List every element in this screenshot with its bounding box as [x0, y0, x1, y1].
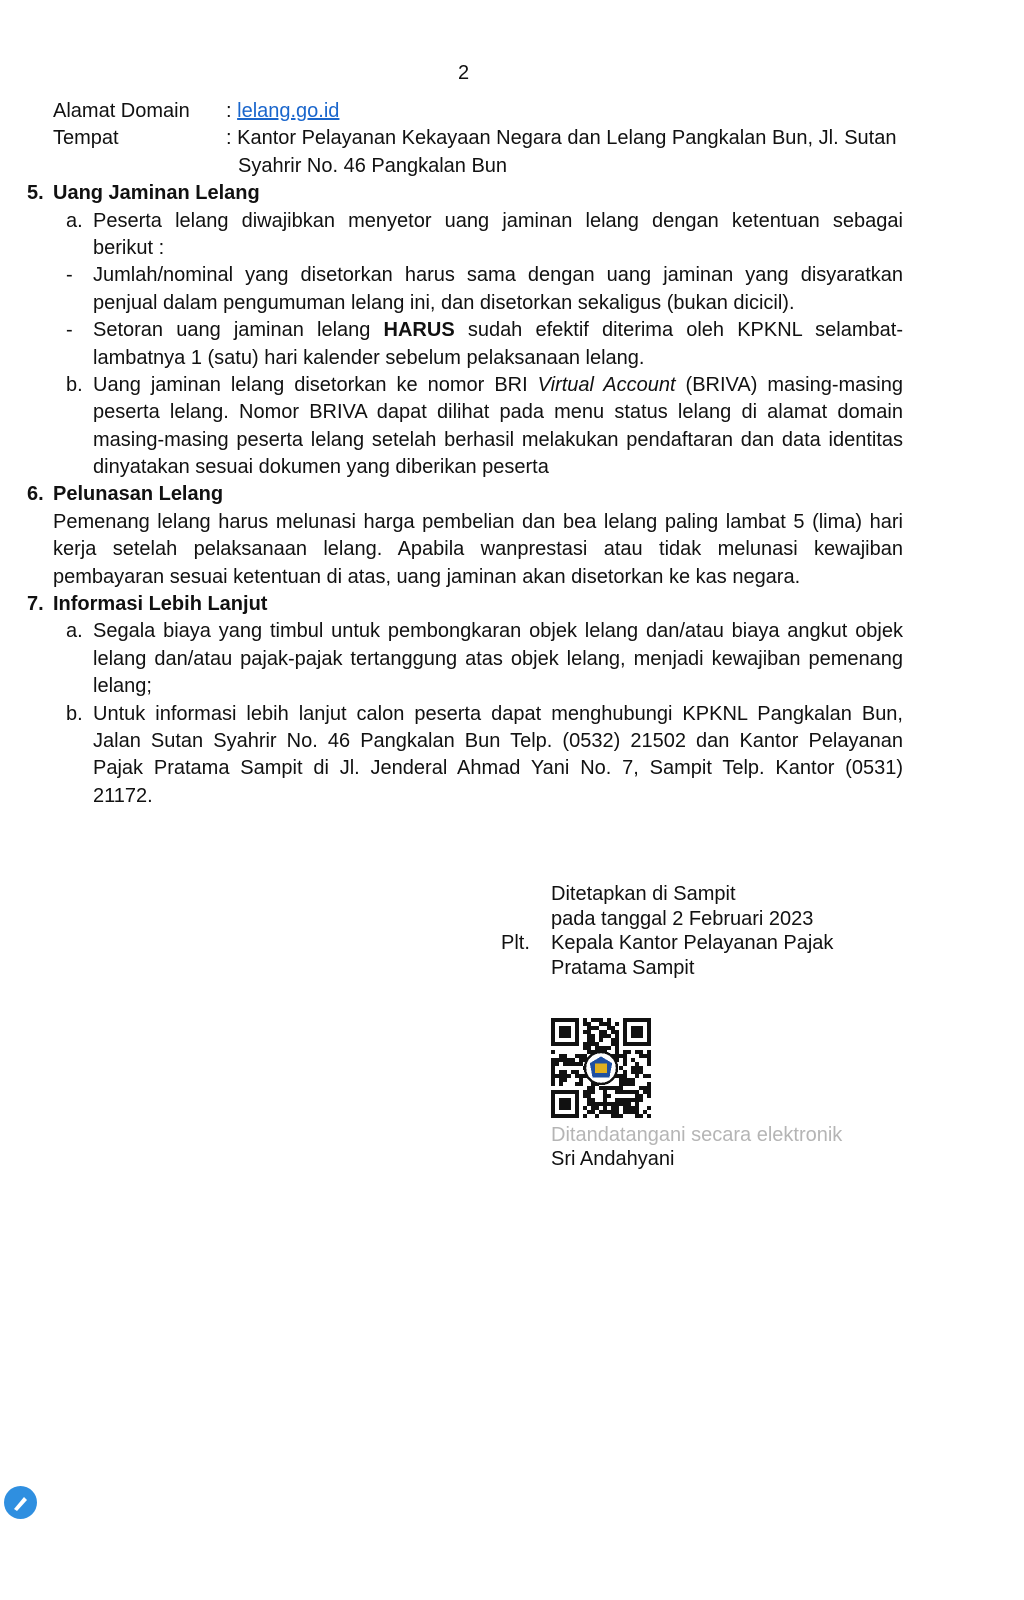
qr-module — [611, 1026, 615, 1030]
emphasis-text: HARUS — [383, 319, 455, 342]
item-text: Jumlah/nominal yang disetorkan harus sama dengan uang jaminan yang disyaratkan — [93, 264, 903, 287]
qr-module — [563, 1062, 567, 1066]
qr-module — [611, 1086, 615, 1090]
qr-module — [563, 1078, 567, 1082]
qr-module — [619, 1098, 623, 1102]
item-marker: a. — [66, 209, 83, 232]
qr-module — [603, 1098, 607, 1102]
item-text: Peserta lelang diwajibkan menyetor uang jaminan lelang dengan ketentuan sebagai — [93, 209, 903, 232]
qr-module — [647, 1090, 651, 1094]
qr-module — [587, 1022, 591, 1026]
section-number: 6. — [27, 483, 44, 506]
item-text: Setoran uang jaminan lelang — [93, 319, 384, 342]
item-line: lelang; — [93, 675, 152, 698]
qr-module — [635, 1070, 639, 1074]
qr-module — [583, 1094, 587, 1098]
section-6-heading — [27, 481, 903, 508]
qr-module — [583, 1030, 587, 1034]
qr-module — [559, 1078, 563, 1082]
qr-module — [555, 1062, 559, 1066]
qr-module — [591, 1086, 595, 1090]
signature-block — [501, 882, 834, 980]
qr-module — [591, 1018, 595, 1022]
qr-module — [591, 1102, 595, 1106]
qr-module — [611, 1114, 615, 1118]
signatory-position: Kepala Kantor Pelayanan Pajak — [551, 932, 834, 955]
item-marker: a. — [66, 620, 83, 643]
qr-module — [603, 1106, 607, 1110]
qr-module — [643, 1110, 647, 1114]
qr-module — [623, 1070, 627, 1074]
colon: : — [226, 100, 238, 122]
qr-module — [647, 1106, 651, 1110]
paragraph-line: pembayaran sesuai ketentuan di atas, uang jaminan akan disetorkan ke kas negara. — [53, 565, 801, 588]
qr-module — [639, 1086, 643, 1090]
qr-module — [639, 1070, 643, 1074]
qr-module — [647, 1050, 651, 1054]
qr-module — [615, 1038, 619, 1042]
qr-module — [615, 1114, 619, 1118]
qr-module — [603, 1030, 607, 1034]
qr-module — [623, 1074, 627, 1078]
qr-module — [611, 1042, 615, 1046]
qr-module — [627, 1106, 631, 1110]
qr-module — [575, 1062, 579, 1066]
qr-module — [611, 1106, 615, 1110]
qr-module — [587, 1110, 591, 1114]
qr-module — [599, 1018, 603, 1022]
qr-module — [627, 1098, 631, 1102]
qr-module — [635, 1066, 639, 1070]
qr-module — [607, 1034, 611, 1038]
qr-module — [627, 1102, 631, 1106]
qr-module — [551, 1078, 555, 1082]
qr-module — [591, 1026, 595, 1030]
qr-module — [599, 1110, 603, 1114]
item-line — [66, 262, 903, 289]
item-text: Segala biaya yang timbul untuk pembongkaran objek lelang dan/atau biaya angkut objek — [93, 620, 903, 643]
qr-module — [579, 1078, 583, 1082]
qr-module — [619, 1114, 623, 1118]
qr-module — [583, 1090, 587, 1094]
qr-module — [635, 1114, 639, 1118]
qr-module — [587, 1086, 591, 1090]
qr-module — [591, 1098, 595, 1102]
qr-module — [579, 1058, 583, 1062]
document-body — [0, 98, 1024, 810]
qr-module — [639, 1114, 643, 1118]
item-text: (BRIVA) masing-masing — [675, 373, 903, 396]
qr-module — [587, 1030, 591, 1034]
qr-module — [599, 1022, 603, 1026]
qr-module — [591, 1110, 595, 1114]
page-number: 2 — [458, 62, 470, 84]
qr-module — [551, 1050, 555, 1054]
qr-module — [579, 1054, 583, 1058]
place-label: Tempat — [53, 127, 119, 150]
qr-module — [567, 1058, 571, 1062]
qr-module — [635, 1094, 639, 1098]
signature-place: Ditetapkan di Sampit — [551, 883, 736, 905]
item-line — [66, 208, 903, 235]
qr-module — [647, 1086, 651, 1090]
qr-module — [635, 1090, 639, 1094]
qr-module — [587, 1034, 591, 1038]
signatory-position-cont: Pratama Sampit — [551, 956, 695, 979]
qr-module — [551, 1058, 555, 1062]
qr-module — [639, 1066, 643, 1070]
qr-module — [567, 1062, 571, 1066]
item-line — [66, 372, 903, 399]
qr-module — [611, 1110, 615, 1114]
qr-center-logo-icon — [585, 1052, 617, 1084]
domain-row — [0, 98, 1024, 125]
qr-module — [559, 1054, 563, 1058]
qr-module — [615, 1046, 619, 1050]
qr-module — [587, 1102, 591, 1106]
qr-module — [603, 1102, 607, 1106]
qr-module — [631, 1082, 635, 1086]
qr-module — [615, 1090, 619, 1094]
item-line: dinyatakan sesuai dokumen yang diberikan peserta — [93, 456, 549, 479]
qr-module — [551, 1062, 555, 1066]
place-value-cont: Syahrir No. 46 Pangkalan Bun — [238, 154, 508, 177]
signature-date: pada tanggal 2 Februari 2023 — [551, 907, 814, 930]
qr-module — [615, 1042, 619, 1046]
section-7-heading — [27, 591, 903, 618]
qr-module — [583, 1106, 587, 1110]
qr-module — [607, 1022, 611, 1026]
qr-module — [607, 1046, 611, 1050]
item-line: masing-masing peserta lelang setelah berhasil melakukan pendaftaran dan data identitas — [93, 428, 903, 451]
qr-module — [631, 1070, 635, 1074]
qr-module — [635, 1074, 639, 1078]
item-line: Pajak Pratama Sampit di Jl. Jenderal Ahmad Yani No. 7, Sampit Telp. Kantor (0531) — [93, 757, 903, 780]
qr-module — [571, 1062, 575, 1066]
item-text: Untuk informasi lebih lanjut calon peserta dapat menghubungi KPKNL Pangkalan Bun, — [93, 702, 903, 725]
qr-module — [631, 1098, 635, 1102]
qr-module — [635, 1098, 639, 1102]
qr-module — [559, 1058, 563, 1062]
qr-module — [595, 1106, 599, 1110]
qr-module — [571, 1070, 575, 1074]
qr-module — [559, 1074, 563, 1078]
section-title: Informasi Lebih Lanjut — [53, 593, 268, 616]
qr-module — [615, 1054, 619, 1058]
qr-module — [575, 1054, 579, 1058]
qr-module — [627, 1050, 631, 1054]
qr-module — [559, 1082, 563, 1086]
item-line: peserta lelang. Nomor BRIVA dapat dilihat pada menu status lelang di alamat domain — [93, 401, 903, 424]
qr-module — [559, 1070, 563, 1074]
qr-module — [627, 1082, 631, 1086]
qr-module — [563, 1074, 567, 1078]
qr-module — [623, 1110, 627, 1114]
qr-module — [571, 1058, 575, 1062]
qr-module — [643, 1090, 647, 1094]
qr-module — [603, 1110, 607, 1114]
qr-module — [607, 1102, 611, 1106]
qr-module — [599, 1102, 603, 1106]
qr-module — [583, 1042, 587, 1046]
item-line: lambatnya 1 (satu) hari kalender sebelum pelaksanaan lelang. — [93, 346, 645, 369]
qr-module — [591, 1106, 595, 1110]
qr-module — [647, 1058, 651, 1062]
qr-module — [595, 1102, 599, 1106]
item-line — [66, 317, 903, 344]
qr-module — [607, 1086, 611, 1090]
qr-module — [603, 1022, 607, 1026]
qr-module — [623, 1058, 627, 1062]
qr-module — [551, 1074, 555, 1078]
qr-module — [579, 1062, 583, 1066]
item-line — [66, 618, 903, 645]
qr-module — [623, 1106, 627, 1110]
qr-module — [603, 1094, 607, 1098]
qr-module — [619, 1066, 623, 1070]
qr-module — [619, 1082, 623, 1086]
qr-module — [627, 1078, 631, 1082]
domain-link[interactable]: lelang.go.id — [237, 100, 340, 122]
qr-module — [615, 1022, 619, 1026]
qr-module — [615, 1102, 619, 1106]
qr-module — [623, 1082, 627, 1086]
qr-module — [647, 1094, 651, 1098]
qr-module — [623, 1098, 627, 1102]
qr-module — [615, 1050, 619, 1054]
domain-label: Alamat Domain — [53, 100, 190, 122]
qr-module — [587, 1046, 591, 1050]
qr-module — [627, 1090, 631, 1094]
qr-module — [579, 1082, 583, 1086]
qr-module — [635, 1110, 639, 1114]
qr-module — [611, 1038, 615, 1042]
qr-module — [607, 1026, 611, 1030]
qr-module — [587, 1090, 591, 1094]
place-value: : Kantor Pelayanan Kekayaan Negara dan Lelang Pangkalan Bun, Jl. Sutan — [226, 127, 897, 150]
signatory-name: Sri Andahyani — [551, 1148, 675, 1170]
qr-module — [619, 1102, 623, 1106]
qr-module — [635, 1050, 639, 1054]
qr-module — [615, 1086, 619, 1090]
qr-code — [551, 1018, 651, 1118]
section-number: 5. — [27, 182, 44, 205]
qr-module — [595, 1114, 599, 1118]
dash-marker: - — [66, 264, 73, 287]
qr-module — [611, 1030, 615, 1034]
qr-module — [595, 1042, 599, 1046]
qr-module — [595, 1026, 599, 1030]
qr-module — [639, 1094, 643, 1098]
qr-module — [587, 1026, 591, 1030]
qr-module — [583, 1018, 587, 1022]
qr-module — [603, 1034, 607, 1038]
qr-module — [643, 1054, 647, 1058]
qr-module — [579, 1074, 583, 1078]
qr-module — [599, 1030, 603, 1034]
qr-module — [603, 1046, 607, 1050]
qr-module — [635, 1062, 639, 1066]
qr-module — [623, 1050, 627, 1054]
qr-module — [647, 1062, 651, 1066]
item-marker: b. — [66, 702, 83, 725]
qr-module — [647, 1114, 651, 1118]
place-row — [0, 125, 1024, 152]
qr-module — [627, 1110, 631, 1114]
section-number: 7. — [27, 593, 44, 616]
qr-module — [615, 1030, 619, 1034]
qr-module — [623, 1090, 627, 1094]
italic-text: Virtual Account — [537, 373, 676, 396]
paragraph-line: kerja setelah pelaksanaan lelang. Apabila wanprestasi atau tidak melunasi kewajiban — [53, 538, 903, 561]
qr-module — [595, 1018, 599, 1022]
section-title: Uang Jaminan Lelang — [53, 182, 260, 205]
qr-module — [591, 1038, 595, 1042]
qr-module — [591, 1034, 595, 1038]
item-line: berikut : — [93, 236, 165, 259]
qr-module — [615, 1110, 619, 1114]
qr-module — [623, 1054, 627, 1058]
qr-module — [563, 1070, 567, 1074]
qr-module — [615, 1106, 619, 1110]
qr-module — [647, 1054, 651, 1058]
plt-label: Plt. — [501, 932, 530, 955]
section-5-heading — [27, 180, 903, 207]
qr-module — [631, 1106, 635, 1110]
qr-module — [619, 1078, 623, 1082]
qr-module — [607, 1110, 611, 1114]
item-line: penjual dalam pengumuman lelang ini, dan disetorkan sekaligus (bukan dicicil). — [93, 291, 795, 314]
qr-module — [619, 1086, 623, 1090]
qr-module — [583, 1046, 587, 1050]
qr-module — [563, 1058, 567, 1062]
qr-module — [603, 1090, 607, 1094]
qr-module — [587, 1098, 591, 1102]
qr-module — [639, 1098, 643, 1102]
qr-module — [635, 1106, 639, 1110]
qr-module — [643, 1086, 647, 1090]
qr-module — [631, 1078, 635, 1082]
qr-module — [599, 1046, 603, 1050]
qr-module — [595, 1046, 599, 1050]
qr-module — [647, 1082, 651, 1086]
item-line: lelang dan/atau pajak-pajak tertanggung atas objek lelang, menjadi kewajiban pemenang — [93, 647, 903, 670]
qr-module — [599, 1038, 603, 1042]
electronic-signature-note: Ditandatangani secara elektronik — [551, 1124, 843, 1146]
qr-module — [615, 1098, 619, 1102]
item-text: Uang jaminan lelang disetorkan ke nomor BRI — [93, 373, 538, 396]
qr-module — [631, 1058, 635, 1062]
qr-module — [591, 1090, 595, 1094]
qr-module — [647, 1074, 651, 1078]
paragraph-line: Pemenang lelang harus melunasi harga pembelian dan bea lelang paling lambat 5 (lima) hari — [53, 510, 903, 533]
item-text: sudah efektif diterima oleh KPKNL selambat- — [454, 319, 903, 342]
qr-module — [575, 1074, 579, 1078]
dash-marker: - — [66, 319, 73, 342]
qr-module — [551, 1070, 555, 1074]
qr-module — [639, 1054, 643, 1058]
qr-module — [607, 1094, 611, 1098]
qr-module — [587, 1042, 591, 1046]
qr-module — [619, 1074, 623, 1078]
qr-module — [623, 1102, 627, 1106]
qr-module — [631, 1110, 635, 1114]
edit-badge-icon[interactable] — [4, 1486, 37, 1519]
item-line: Jalan Sutan Syahrir No. 46 Pangkalan Bun Telp. (0532) 21502 dan Kantor Pelayanan — [93, 729, 903, 752]
qr-module — [583, 1054, 587, 1058]
qr-module — [587, 1050, 591, 1054]
qr-module — [639, 1050, 643, 1054]
qr-module — [575, 1082, 579, 1086]
qr-module — [575, 1070, 579, 1074]
qr-module — [583, 1022, 587, 1026]
item-marker: b. — [66, 373, 83, 396]
qr-module — [623, 1078, 627, 1082]
item-line: 21172. — [93, 784, 153, 807]
qr-module — [619, 1090, 623, 1094]
qr-module — [563, 1054, 567, 1058]
qr-module — [599, 1034, 603, 1038]
item-line — [66, 701, 903, 728]
qr-module — [631, 1066, 635, 1070]
qr-module — [615, 1034, 619, 1038]
qr-module — [555, 1074, 559, 1078]
qr-module — [603, 1086, 607, 1090]
qr-module — [551, 1066, 555, 1070]
qr-module — [591, 1042, 595, 1046]
qr-module — [619, 1054, 623, 1058]
qr-module — [599, 1086, 603, 1090]
qr-module — [611, 1102, 615, 1106]
qr-module — [555, 1058, 559, 1062]
qr-module — [567, 1074, 571, 1078]
qr-module — [587, 1094, 591, 1098]
qr-module — [643, 1074, 647, 1078]
qr-module — [583, 1114, 587, 1118]
section-title: Pelunasan Lelang — [53, 483, 224, 506]
qr-module — [551, 1082, 555, 1086]
qr-module — [631, 1090, 635, 1094]
qr-module — [587, 1038, 591, 1042]
qr-module — [635, 1102, 639, 1106]
qr-module — [623, 1062, 627, 1066]
qr-module — [607, 1018, 611, 1022]
